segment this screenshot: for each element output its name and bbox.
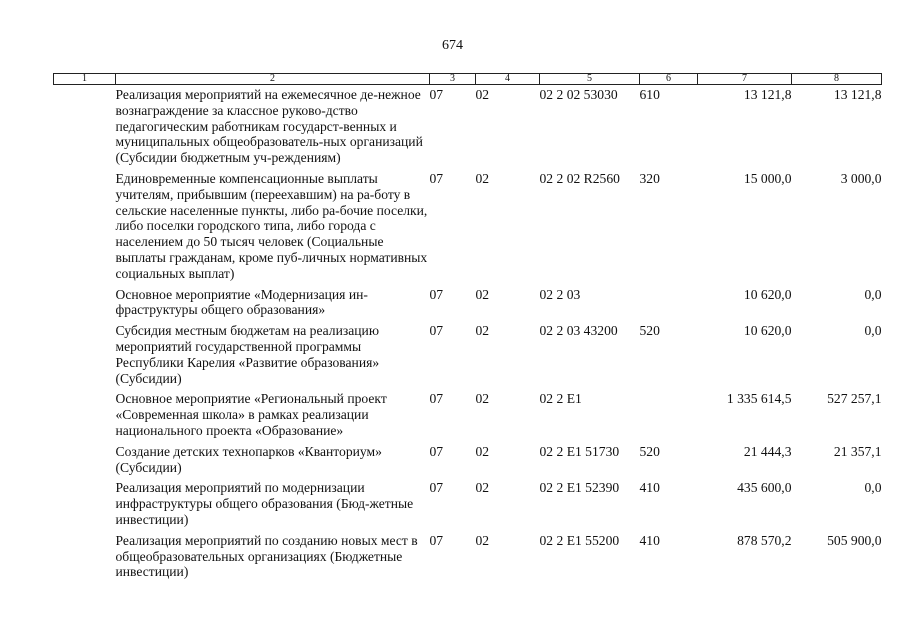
column-header-3: 3 bbox=[430, 74, 476, 85]
subsection-code: 02 bbox=[475, 480, 490, 496]
amount-column-8: 505 900,0 bbox=[827, 532, 882, 548]
subsection-code: 02 bbox=[475, 323, 490, 339]
row-code-cell bbox=[54, 478, 116, 530]
target-article-code: 02 2 02 R2560 bbox=[539, 170, 620, 186]
table-row bbox=[54, 321, 882, 389]
expense-type-code: 520 bbox=[639, 443, 660, 459]
expense-name: Основное мероприятие «Модернизация ин-фраструктуры общего образования» bbox=[115, 286, 368, 318]
row-code-cell bbox=[54, 169, 116, 285]
amount-column-8: 21 357,1 bbox=[833, 443, 882, 459]
amount-column-7: 10 620,0 bbox=[743, 323, 792, 339]
column-number-header-row bbox=[54, 74, 882, 85]
column-header-1: 1 bbox=[54, 74, 116, 85]
amount-column-8: 13 121,8 bbox=[833, 87, 882, 102]
section-code: 07 bbox=[429, 480, 444, 496]
table-row bbox=[54, 389, 882, 441]
section-code: 07 bbox=[429, 532, 444, 548]
section-code: 07 bbox=[429, 323, 444, 339]
target-article-code: 02 2 03 43200 bbox=[539, 323, 618, 339]
section-code: 07 bbox=[429, 87, 444, 102]
column-header-6: 6 bbox=[640, 74, 698, 85]
column-header-7: 7 bbox=[698, 74, 792, 85]
amount-column-7: 1 335 614,5 bbox=[726, 391, 792, 407]
expense-name: Основное мероприятие «Региональный проект «Современная школа» в рамках реализации национального проекта «Образование» bbox=[115, 391, 387, 438]
target-article-code: 02 2 02 53030 bbox=[539, 87, 618, 102]
amount-column-7: 13 121,8 bbox=[743, 87, 792, 102]
section-code: 07 bbox=[429, 170, 444, 186]
table-row bbox=[54, 285, 882, 322]
row-code-cell bbox=[54, 321, 116, 389]
target-article-code: 02 2 E1 bbox=[539, 391, 582, 407]
row-code-cell bbox=[54, 531, 116, 583]
subsection-code: 02 bbox=[475, 391, 490, 407]
column-header-2: 2 bbox=[116, 74, 430, 85]
target-article-code: 02 2 E1 52390 bbox=[539, 480, 620, 496]
expense-type-code: 410 bbox=[639, 480, 660, 496]
expense-type-code bbox=[640, 285, 698, 322]
row-code-cell bbox=[54, 85, 116, 169]
subsection-code: 02 bbox=[475, 286, 490, 302]
expense-type-code: 320 bbox=[639, 170, 660, 186]
subsection-code: 02 bbox=[475, 532, 490, 548]
amount-column-8: 527 257,1 bbox=[827, 391, 882, 407]
expense-name: Единовременные компенсационные выплаты учителям, прибывшим (переехавшим) на ра-боту в сельские населенные пункты, либо ра-бочие поселки, либо поселки городского типа, либо города с населением до 50 тысяч человек (Социальные выплаты гражданам, кроме пуб-личных нормативных социальных выплат) bbox=[115, 170, 428, 281]
subsection-code: 02 bbox=[475, 87, 490, 102]
row-code-cell bbox=[54, 285, 116, 322]
expense-type-code: 610 bbox=[639, 87, 660, 102]
amount-column-8: 0,0 bbox=[864, 480, 882, 496]
expense-type-code: 410 bbox=[639, 532, 660, 548]
section-code: 07 bbox=[429, 443, 444, 459]
target-article-code: 02 2 E1 55200 bbox=[539, 532, 620, 548]
subsection-code: 02 bbox=[475, 443, 490, 459]
column-header-4: 4 bbox=[476, 74, 540, 85]
section-code: 07 bbox=[429, 391, 444, 407]
table-row bbox=[54, 531, 882, 583]
table-row bbox=[54, 478, 882, 530]
expense-name: Субсидия местным бюджетам на реализацию мероприятий государственной программы Республики Карелия «Развитие образования» (Субсидии) bbox=[115, 323, 380, 386]
page-number: 674 bbox=[442, 38, 463, 53]
amount-column-7: 10 620,0 bbox=[743, 286, 792, 302]
amount-column-7: 878 570,2 bbox=[737, 532, 792, 548]
table-row bbox=[54, 442, 882, 479]
amount-column-8: 3 000,0 bbox=[840, 170, 882, 186]
expense-name: Реализация мероприятий по созданию новых мест в общеобразовательных организациях (Бюджетные инвестиции) bbox=[115, 532, 418, 580]
row-code-cell bbox=[54, 389, 116, 441]
expense-type-code: 520 bbox=[639, 323, 660, 339]
amount-column-7: 435 600,0 bbox=[737, 480, 792, 496]
table-row bbox=[54, 85, 882, 169]
expense-name: Реализация мероприятий по модернизации инфраструктуры общего образования (Бюд-жетные инвестиции) bbox=[115, 480, 414, 527]
amount-column-8: 0,0 bbox=[864, 323, 882, 339]
column-header-5: 5 bbox=[540, 74, 640, 85]
target-article-code: 02 2 03 bbox=[539, 286, 581, 302]
expense-name: Реализация мероприятий на ежемесячное де-нежное вознаграждение за классное руково-дство педагогическим работникам государст-венных и муниципальных общеобразователь-ных организаций (Субсидии бюджетным уч-реждениям) bbox=[115, 87, 423, 166]
target-article-code: 02 2 E1 51730 bbox=[539, 443, 620, 459]
amount-column-8: 0,0 bbox=[864, 286, 882, 302]
table-row bbox=[54, 169, 882, 285]
expense-name: Создание детских технопарков «Кванториум» (Субсидии) bbox=[115, 443, 382, 475]
subsection-code: 02 bbox=[475, 170, 490, 186]
amount-column-7: 21 444,3 bbox=[743, 443, 792, 459]
row-code-cell bbox=[54, 442, 116, 479]
amount-column-7: 15 000,0 bbox=[743, 170, 792, 186]
expense-type-code bbox=[640, 389, 698, 441]
section-code: 07 bbox=[429, 286, 444, 302]
budget-table bbox=[53, 73, 882, 583]
column-header-8: 8 bbox=[792, 74, 882, 85]
